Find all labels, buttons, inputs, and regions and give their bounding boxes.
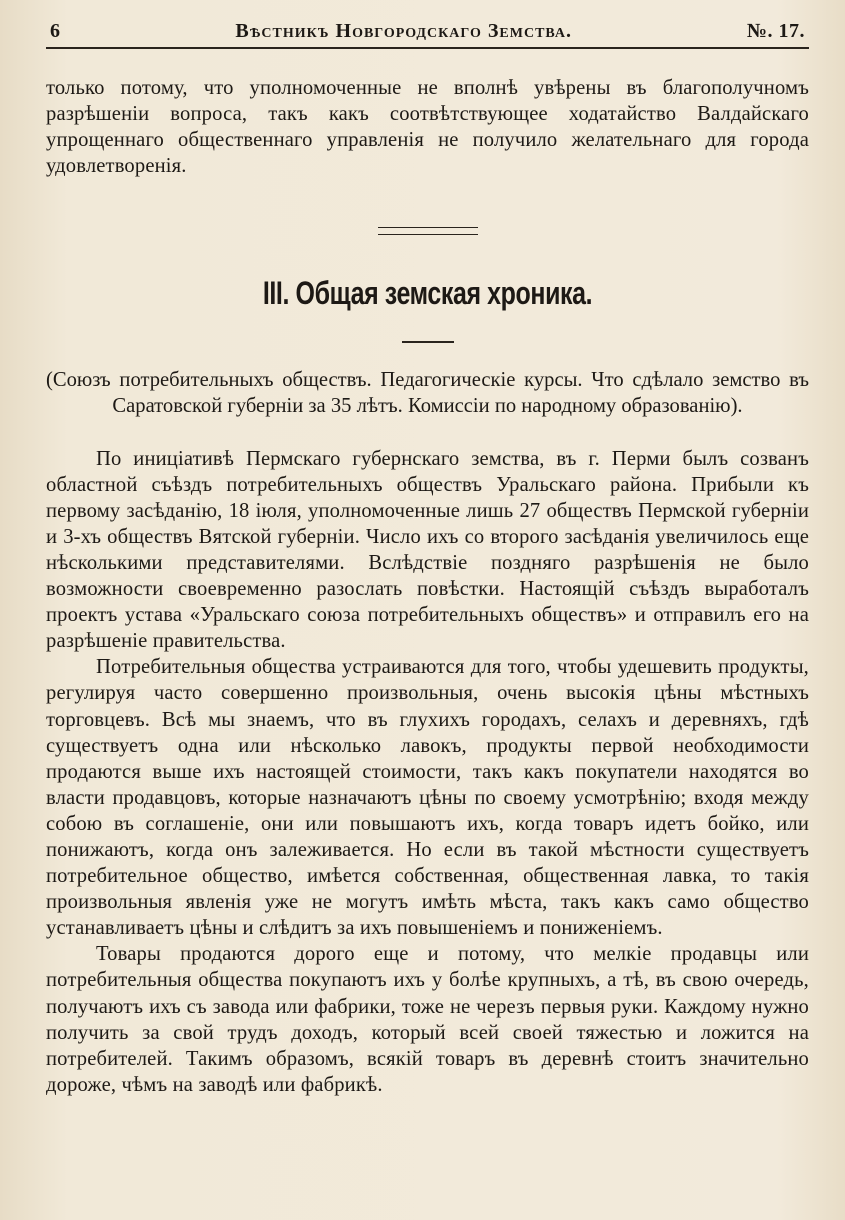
- page-number: 6: [50, 20, 61, 42]
- title-rule: [402, 341, 454, 343]
- body-paragraph: Потребительныя общества устраиваются для того, чтобы удешевить продукты, регулируя часто совершенно произвольныя, очень высокія цѣны мѣстныхъ торговцевъ. Всѣ мы знаемъ, что въ глухихъ городахъ, селахъ и деревняхъ, гдѣ существуетъ одна или нѣсколько лавокъ, продукты первой необходимости продаются выше ихъ настоящей стоимости, такъ какъ покупатели находятся во власти продавцовъ, которые назначаютъ цѣны по своему усмотрѣнію; входя между собою въ соглашеніе, они или повышаютъ ихъ, когда товаръ идетъ бойко, или понижаютъ, когда онъ залеживается. Но если въ такой мѣстности существуетъ потребительное общество, имѣется собственная, общественная лавка, то такія произвольныя явленія уже не могутъ имѣть мѣста, такъ какъ само общество устанавливаетъ цѣны и слѣдитъ за ихъ повышеніемъ и пониженіемъ.: [46, 656, 809, 940]
- body-paragraph: Товары продаются дорого еще и потому, что мелкіе продавцы или потребительныя общества покупаютъ ихъ у болѣе крупныхъ, а тѣ, въ свою очередь, получаютъ ихъ съ завода или фабрики, тоже не черезъ первыя руки. Каждому нужно получить за свой трудъ доходъ, который всей своей тяжестью и ложится на потребителей. Такимъ образомъ, всякій товаръ въ деревнѣ стоитъ значительно дороже, чѣмъ на заводѣ или фабрикѣ.: [46, 943, 809, 1096]
- body-paragraph: По иниціативѣ Пермскаго губернскаго земства, въ г. Перми былъ созванъ областной съѣздъ потребительныхъ обществъ Уральскаго района. Прибыли къ первому засѣданію, 18 іюля, уполномоченные лишь 27 обществъ Пермской губерніи и 3-хъ обществъ Вятской губерніи. Число ихъ со второго засѣданія увеличилось еще нѣсколькими представителями. Вслѣдствіе поздняго разрѣшенія не было возможности своевременно разослать повѣстки. Настоящій съѣздъ выработалъ проектъ устава «Уральскаго союза потребительныхъ обществъ» и отправилъ его на разрѣшеніе правительства.: [46, 447, 809, 653]
- section-title: III. Общая земская хроника.: [262, 275, 593, 312]
- running-header: [46, 20, 809, 49]
- issue-number: №. 17.: [746, 20, 805, 42]
- section-summary: (Союзъ потребительныхъ обществъ. Педагогическіе курсы. Что сдѣлало земство въ Саратовской губерніи за 35 лѣтъ. Комиссіи по народному образованію).: [46, 369, 809, 418]
- journal-title: Вѣстникъ Новгородскаго Земства.: [235, 20, 572, 42]
- continuation-paragraph: только потому, что уполномоченные не вполнѣ увѣрены въ благополучномъ разрѣшеніи вопроса, такъ какъ соотвѣтствующее ходатайство Валдайскаго упрощеннаго общественнаго управленія не получило желательнаго для города удовлетворенія.: [46, 77, 809, 178]
- section-divider: [378, 227, 478, 235]
